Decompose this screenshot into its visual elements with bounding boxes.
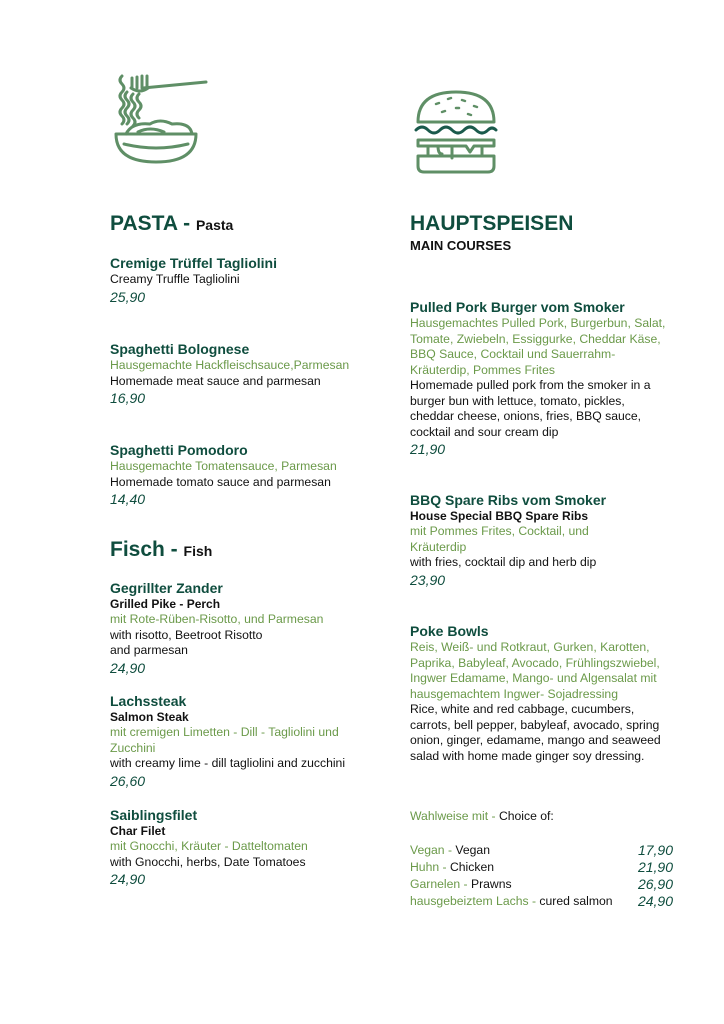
choice-option-prawns — [410, 876, 673, 893]
item-german: mit Pommes Frites, Cocktail, und Kräuterdip — [410, 524, 589, 554]
main-courses-subtitle: MAIN COURSES — [410, 238, 512, 253]
choice-header-german: Wahlweise mit - — [410, 809, 499, 823]
choice-label-english: Chicken — [449, 860, 494, 874]
choice-label-english: Vegan — [455, 843, 490, 857]
item-english: Rice, white and red cabbage, cucumbers, carrots, bell pepper, babyleaf, avocado, spring onion, ginger, edamame, mango and seaweed salad with home made ginger soy dressing. — [410, 702, 661, 763]
choice-label-german: hausgebeiztem Lachs - — [410, 894, 540, 908]
choice-label — [410, 893, 613, 910]
item-english: with creamy lime - dill tagliolini and zucchini — [110, 756, 346, 770]
choice-option-chicken — [410, 859, 673, 876]
item-name: Pulled Pork Burger vom Smoker — [410, 299, 625, 315]
choice-label — [410, 859, 494, 876]
choice-label — [410, 842, 490, 859]
item-german: Reis, Weiß- und Rotkraut, Gurken, Karotten, Paprika, Babyleaf, Avocado, Frühlingszwiebel, Ingwer Edamame, Mango- und Algensalat mit hausgemachtem Ingwer- Sojadressing — [410, 640, 660, 701]
main-courses-title: HAUPTSPEISEN — [410, 212, 574, 235]
item-price: 21,90 — [410, 441, 446, 457]
menu-item-spaghetti-pomodoro — [110, 442, 375, 508]
item-english: Homemade tomato sauce and parmesan — [110, 474, 331, 489]
item-english-title: House Special BBQ Spare Ribs — [410, 509, 589, 523]
fish-section-title — [110, 538, 212, 562]
item-price: 25,90 — [110, 288, 146, 305]
item-name: Saiblingsfilet — [110, 807, 198, 823]
item-price: 14,40 — [110, 491, 146, 507]
menu-item-spare-ribs — [410, 492, 610, 589]
item-english: with risotto, Beetroot Risotto and parmesan — [110, 627, 263, 657]
item-name: Spaghetti Bolognese — [110, 341, 250, 357]
fish-title: Fisch - — [110, 538, 184, 561]
choice-header-english: Choice of: — [498, 809, 554, 823]
item-german: Hausgemachte Tomatensauce, Parmesan — [110, 459, 337, 473]
choice-label-english: Prawns — [470, 877, 512, 891]
menu-item-spaghetti-bolognese — [110, 341, 375, 407]
choice-price: 26,90 — [637, 876, 673, 892]
choice-label-german: Garnelen - — [410, 877, 471, 891]
menu-item-saiblingsfilet — [110, 807, 375, 888]
item-price: 16,90 — [110, 390, 146, 406]
item-name: Gegrillter Zander — [110, 580, 223, 596]
item-english: Creamy Truffle Tagliolini — [110, 272, 240, 286]
item-german: mit Rote-Rüben-Risotto, und Parmesan — [110, 612, 324, 626]
item-name: Spaghetti Pomodoro — [110, 442, 248, 458]
item-german: Hausgemachte Hackfleischsauce,Parmesan — [110, 358, 350, 372]
choice-header — [410, 809, 675, 824]
item-english-title: Grilled Pike - Perch — [110, 597, 221, 611]
fish-title-sub: Fish — [183, 543, 213, 559]
choice-label-german: Huhn - — [410, 860, 450, 874]
choice-price: 21,90 — [637, 859, 673, 875]
pasta-title: PASTA - — [110, 212, 196, 235]
item-german: mit Gnocchi, Kräuter - Datteltomaten — [110, 839, 308, 853]
choice-label — [410, 876, 512, 893]
item-price: 24,90 — [110, 659, 146, 676]
menu-item-truffle-tagliolini — [110, 255, 375, 306]
pasta-section-title — [110, 212, 233, 236]
item-english: Homemade meat sauce and parmesan — [110, 373, 321, 388]
item-name: Poke Bowls — [410, 623, 489, 639]
choice-label-english: cured salmon — [539, 894, 613, 908]
choice-price: 17,90 — [637, 842, 673, 858]
item-name: Lachssteak — [110, 693, 187, 709]
choice-price: 24,90 — [637, 893, 673, 909]
item-name: BBQ Spare Ribs vom Smoker — [410, 492, 607, 508]
item-english: with fries, cocktail dip and herb dip — [410, 555, 597, 569]
choice-option-vegan — [410, 842, 673, 859]
item-english: Homemade pulled pork from the smoker in a burger bun with lettuce, tomato, pickles, cheddar cheese, onions, fries, BBQ sauce, cocktail and sour cream dip — [410, 378, 651, 439]
item-price: 23,90 — [410, 571, 446, 588]
item-english-title: Char Filet — [110, 824, 166, 838]
item-english: with Gnocchi, herbs, Date Tomatoes — [110, 854, 306, 869]
choice-option-cured-salmon — [410, 893, 673, 910]
menu-item-zander — [110, 580, 375, 677]
item-price: 24,90 — [110, 871, 146, 887]
burger-icon — [412, 88, 500, 176]
menu-item-poke-bowls — [410, 623, 666, 764]
item-name: Cremige Trüffel Tagliolini — [110, 255, 277, 271]
choice-label-german: Vegan - — [410, 843, 456, 857]
item-german: Hausgemachtes Pulled Pork, Burgerbun, Salat, Tomate, Zwiebeln, Essiggurke, Cheddar Käse, BBQ Sauce, Cocktail und Sauerrahm-Kräuterdip, Pommes Frites — [410, 316, 666, 377]
item-german: mit cremigen Limetten - Dill - Tagliolini und Zucchini — [110, 725, 339, 755]
menu-item-lachssteak — [110, 693, 375, 790]
menu-item-pulled-pork-burger — [410, 299, 668, 458]
item-price: 26,60 — [110, 772, 146, 789]
item-english-title: Salmon Steak — [110, 710, 189, 724]
pasta-bowl-fork-icon — [110, 70, 210, 170]
pasta-title-sub: Pasta — [195, 217, 234, 233]
